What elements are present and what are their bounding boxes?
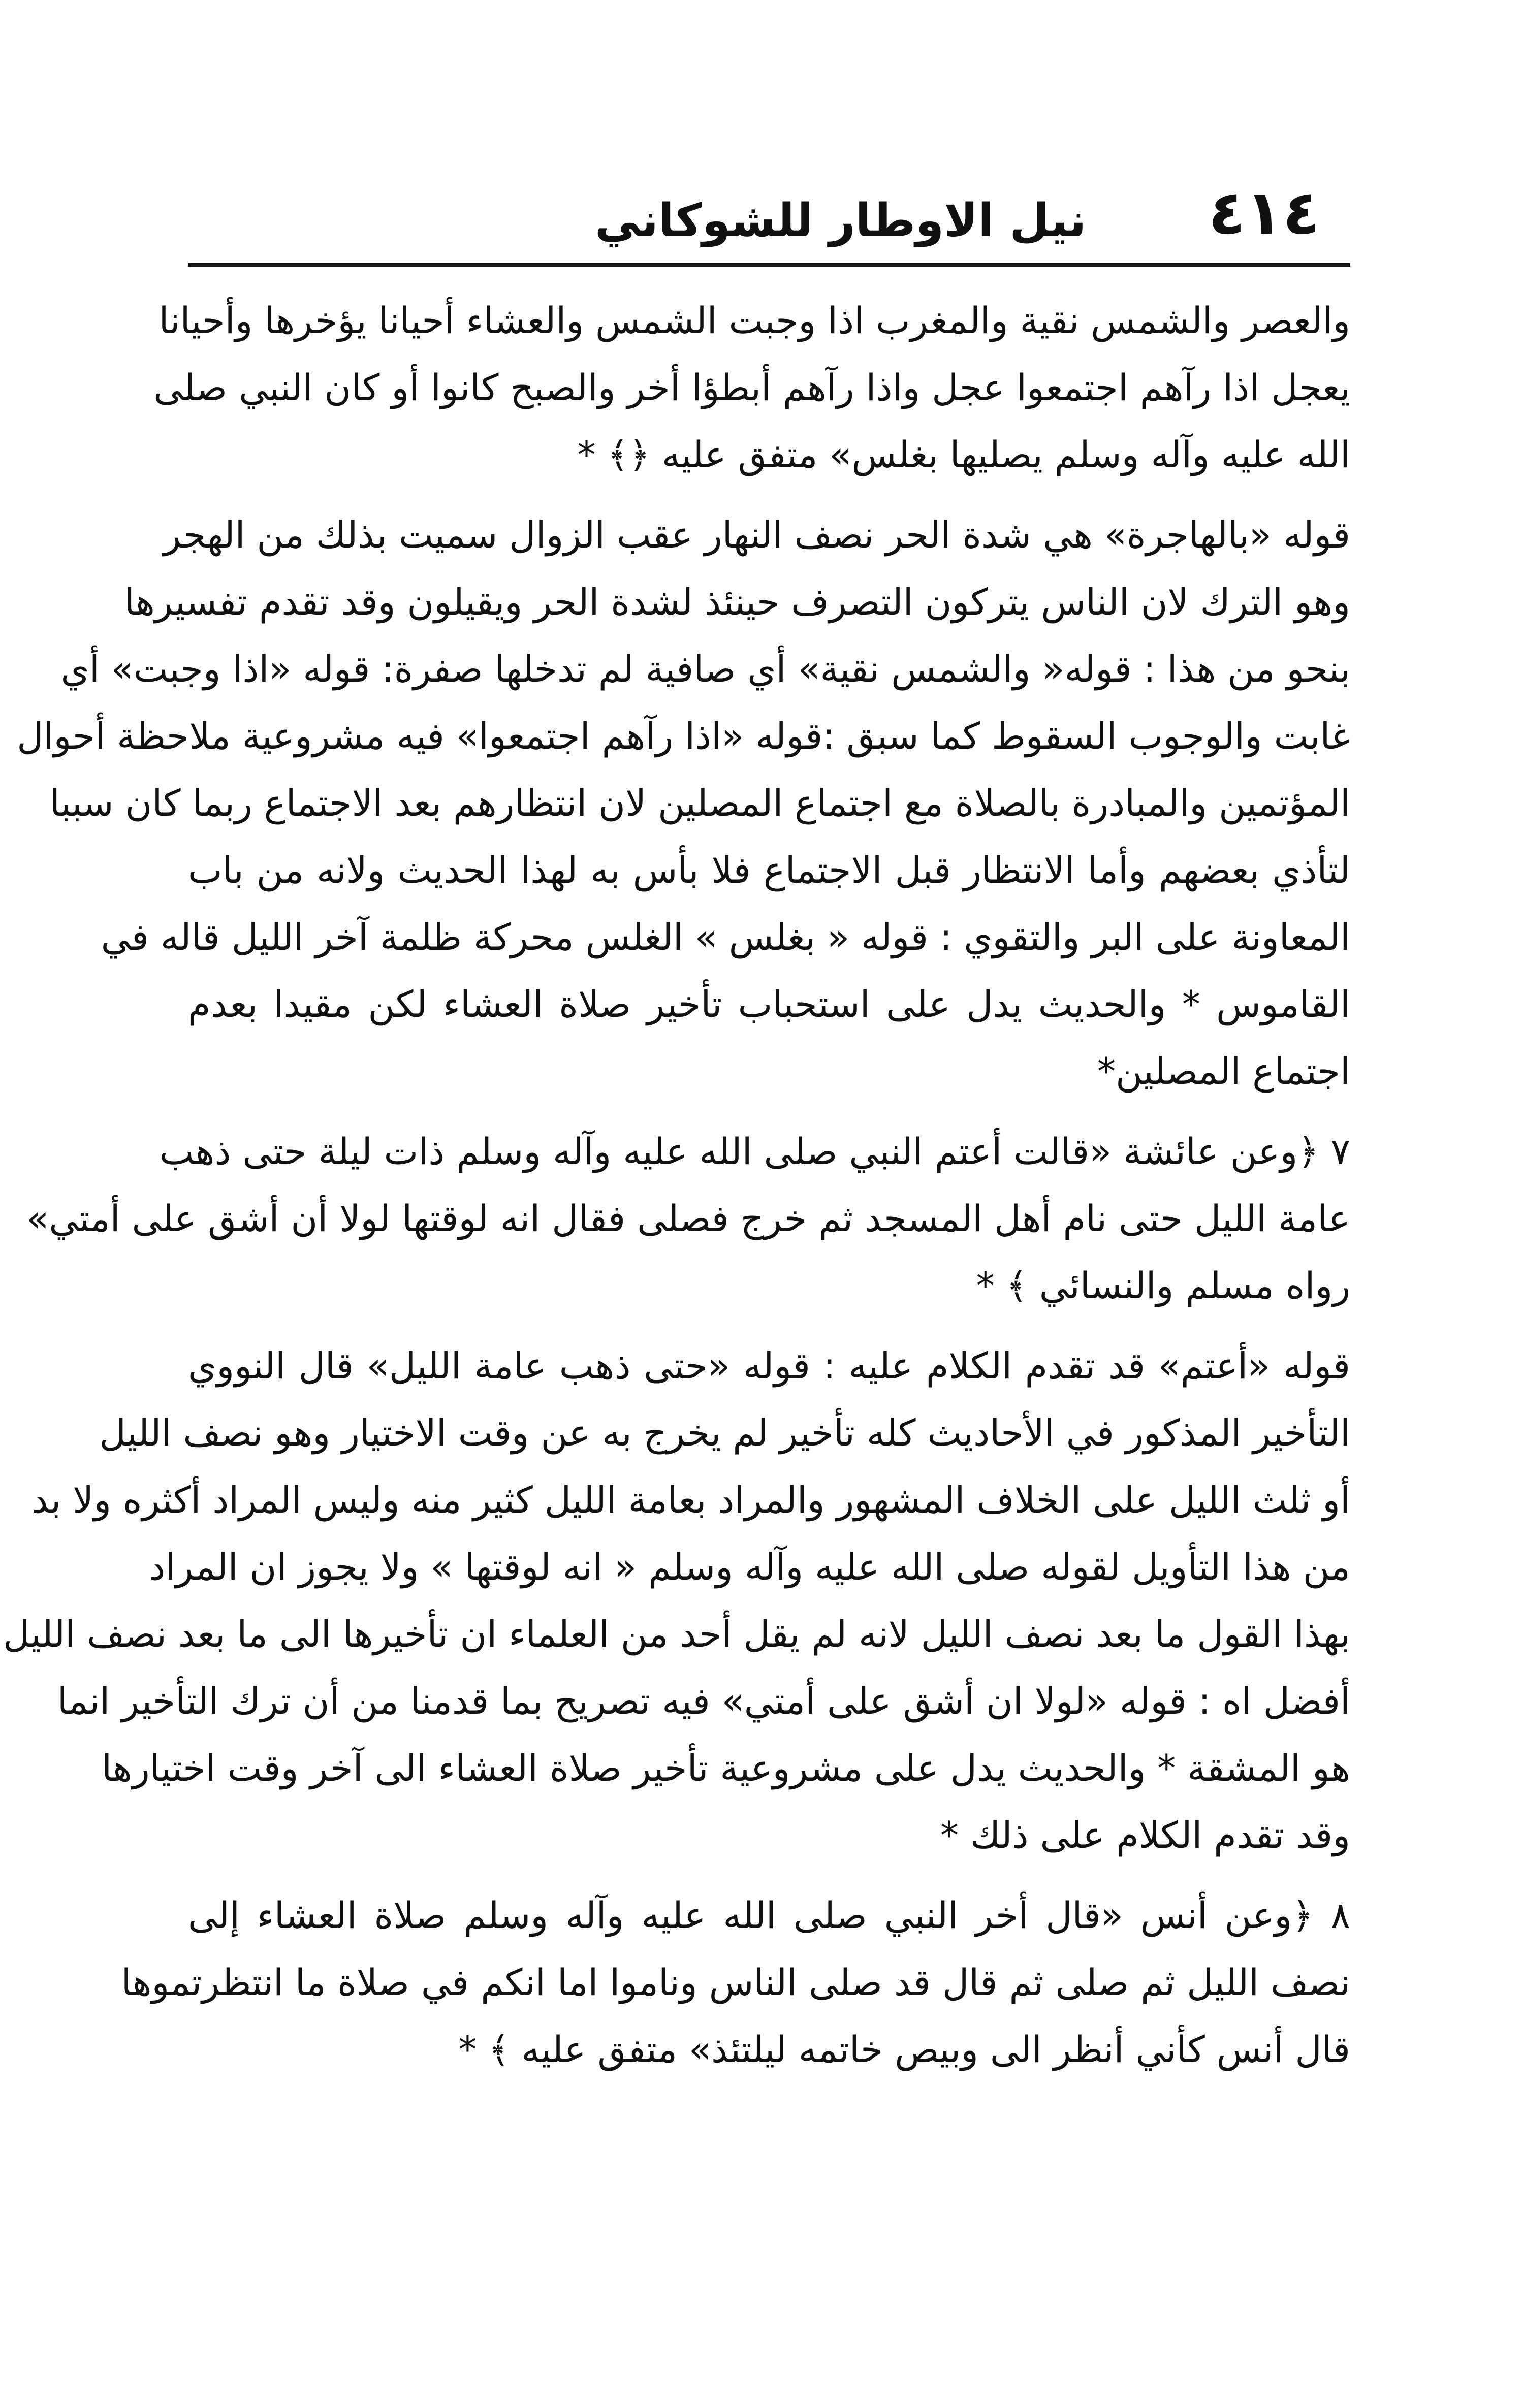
text-line: من هذا التأويل لقوله صلى الله عليه وآله وسلم « انه لوقتها » ولا يجوز ان المراد	[149, 1546, 1350, 1588]
running-title: نيل الاوطار للشوكاني	[595, 194, 1087, 247]
paragraph	[17, 501, 1350, 1105]
text-line: غابت والوجوب السقوط كما سبق :قوله «اذا رآهم اجتمعوا» فيه مشروعية ملاحظة أحوال	[17, 715, 1350, 757]
body-text	[3, 287, 1350, 2083]
text-line: قوله «أعتم» قد تقدم الكلام عليه : قوله «حتى ذهب عامة الليل» قال النووي	[188, 1344, 1350, 1387]
paragraph	[153, 287, 1350, 488]
text-line: بنحو من هذا : قوله« والشمس نقية» أي صافية لم تدخلها صفرة: قوله «اذا وجبت» أي	[60, 648, 1350, 690]
text-line: عامة الليل حتى نام أهل المسجد ثم خرج فصلى فقال انه لوقتها لولا أن أشق على أمتي»	[26, 1197, 1350, 1240]
text-line: بهذا القول ما بعد نصف الليل لانه لم يقل أحد من العلماء ان تأخيرها الى ما بعد نصف الليل	[3, 1613, 1350, 1655]
text-line: هو المشقة * والحديث يدل على مشروعية تأخير صلاة العشاء الى آخر وقت اختيارها	[102, 1747, 1350, 1789]
text-line: القاموس * والحديث يدل على استحباب تأخير صلاة العشاء لكن مقيدا بعدم	[188, 983, 1350, 1025]
text-line: والعصر والشمس نقية والمغرب اذا وجبت الشمس والعشاء أحيانا يؤخرها وأحيانا	[158, 299, 1350, 342]
text-line: قال أنس كأني أنظر الى وبيص خاتمه ليلتئذ» متفق عليه ﴾ *	[458, 2028, 1350, 2071]
text-line: المعاونة على البر والتقوي : قوله « بغلس » الغلس محركة ظلمة آخر الليل قاله في	[101, 916, 1350, 958]
text-line: الله عليه وآله وسلم يصليها بغلس» متفق عليه ﴿﴾ *	[577, 433, 1350, 476]
text-line: لتأذي بعضهم وأما الانتظار قبل الاجتماع فلا بأس به لهذا الحديث ولانه من باب	[188, 849, 1350, 891]
page-header	[188, 178, 1350, 248]
text-line: التأخير المذكور في الأحاديث كله تأخير لم يخرج به عن وقت الاختيار وهو نصف الليل	[99, 1411, 1350, 1454]
text-line: قوله «بالهاجرة» هي شدة الحر نصف النهار عقب الزوال سميت بذلك من الهجر	[163, 513, 1350, 556]
text-line: نصف الليل ثم صلى ثم قال قد صلى الناس وناموا اما انكم في صلاة ما انتظرتموها	[121, 1961, 1350, 2004]
paragraph	[26, 1118, 1350, 1319]
header-rule	[188, 263, 1350, 267]
text-line: ٨ ﴿وعن أنس «قال أخر النبي صلى الله عليه وآله وسلم صلاة العشاء إلى	[188, 1894, 1350, 1937]
text-line: اجتماع المصلين*	[1097, 1050, 1350, 1093]
paragraph	[3, 1332, 1350, 1869]
text-line: المؤتمين والمبادرة بالصلاة مع اجتماع المصلين لان انتظارهم بعد الاجتماع ربما كان سببا	[49, 782, 1350, 824]
text-line: أو ثلث الليل على الخلاف المشهور والمراد بعامة الليل كثير منه وليس المراد أكثره ولا بد	[31, 1479, 1350, 1521]
text-line: وقد تقدم الكلام على ذلك *	[940, 1814, 1350, 1856]
text-line: أفضل اه : قوله «لولا ان أشق على أمتي» فيه تصريح بما قدمنا من أن ترك التأخير انما	[57, 1680, 1350, 1722]
page-number: ٤١٤	[1208, 178, 1320, 248]
text-line: يعجل اذا رآهم اجتمعوا عجل واذا رآهم أبطؤا أخر والصبح كانوا أو كان النبي صلى	[153, 366, 1350, 409]
paragraph	[121, 1882, 1350, 2083]
text-line: ٧ ﴿وعن عائشة «قالت أعتم النبي صلى الله عليه وآله وسلم ذات ليلة حتى ذهب	[159, 1130, 1350, 1173]
text-line: رواه مسلم والنسائي ﴾ *	[976, 1264, 1350, 1307]
text-line: وهو الترك لان الناس يتركون التصرف حينئذ لشدة الحر ويقيلون وقد تقدم تفسيرها	[124, 581, 1350, 623]
